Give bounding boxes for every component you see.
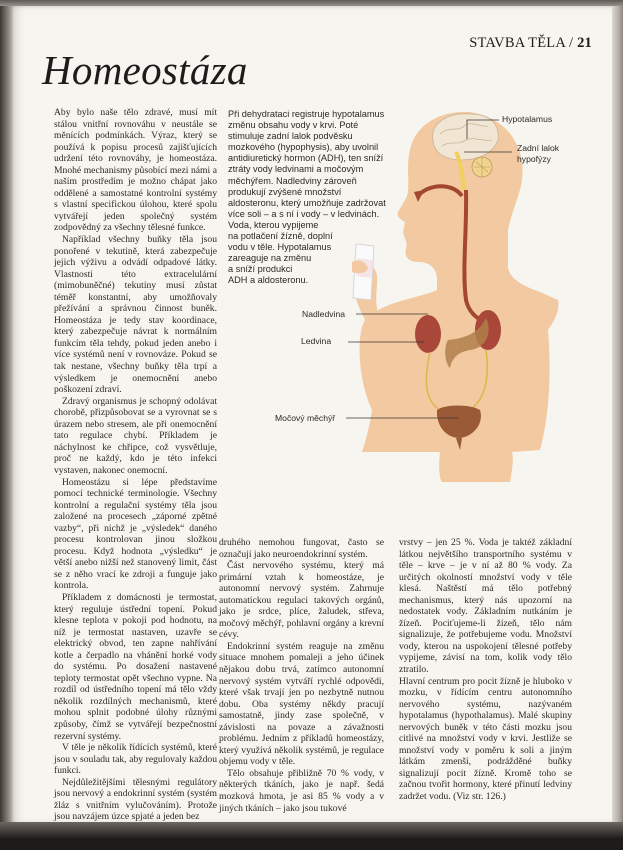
label-adrenal: Nadledvina [302,309,345,319]
page-number: 21 [577,35,592,51]
kidney-left [415,315,441,353]
caption-line: aldosteronu, který umožňuje zadržovat [228,197,386,208]
text-column-middle [219,537,384,814]
paragraph: Zdravý organismus je schopný odolávat chorobě, přizpůsobovat se a vyrovnat se s úrazem nebo stresem, ale při onemocnění tato regulace chybí. Příkladem je náchylnost ke chřipce, což vysvětluje, proč ne každý, kdo je této infekci vystaven, nakonec onemocní. [54,395,217,476]
caption-line: více soli – a s ní i vody – v ledvinách. [228,208,380,219]
caption-line: měchýřem. Nadledviny zároveň [228,175,357,186]
section-name: STAVBA TĚLA / [469,35,578,51]
paragraph: Endokrinní systém reaguje na změnu situace mnohem pomaleji a jeho účinek nějakou dobu trvá, zatímco autonomní nervový systém vytváří rychlé odpovědi, které však trvají jen po nezbytně nutnou dobu. Oba systémy někdy pracují samostatně, jindy zase společně, v závislosti na povaze a závažnosti problému. Jedním z příkladů homeostázy, který využívá několik systémů, je regulace objemu vody v těle. [219,640,384,768]
caption-line: vodu v těle. Hypotalamus [228,242,332,253]
caption-line: mozkového (hypophysis), aby uvolnil [228,142,379,153]
label-hypothalamus: Hypotalamus [502,114,553,124]
caption-line: změnu obsahu vody v krvi. Poté [228,120,359,131]
caption-line: a sníží produkci [228,264,293,275]
paragraph: Homeostázu si lépe představíme pomocí technické terminologie. Všechny kontrolní a regulační systémy těla jsou založené na procesech „záporné zpětné vazby“, při nichž je „výsledek“ daného procesu kontrolovan jinou složkou procesu. Když hodnota „výsledku“ je větší anebo nižší než stanovený limit, část se z něho vrací ke zdroji a funguje jako kontrola. [54,476,217,592]
text-column-left [54,107,217,823]
caption-line: ADH a aldosteronu. [228,275,309,286]
paragraph: Hlavní centrum pro pocit žízně je hluboko v mozku, v řídícím centru autonomního nervového systému, nazývaném hypotalamus (hypothalamus). Malé skupiny nervových buněk v této části mozku jsou citlivé na množství vody v krvi. Jestliže se množství vody v poměru k soli a jiným látkám zmenší, podrážděné buňky signalizují pocit žízně. Kromě toho se začnou tvořit hormony, které přinutí ledviny zadržet vodu. (Viz str. 126.) [399,675,572,803]
caption-line: antidiuretický hormon (ADH), ten sníží [228,153,384,164]
paragraph: vrstvy – jen 25 %. Voda je taktéž základní látkou největšího transportního systému v těle – krve – je v ní až 80 % vody. Za určitých okolností množství vody v těle klesá. Naštěstí má tělo potřebný mechanismus, který nás upozorní na nedostatek vody. Základním nutkáním je žízeň. Pociťujeme-li žízeň, tělo nám signalizuje, že potřebujeme vodu. Množství vody, kterou na uspokojení tělesné potřeby vypijeme, závisí na tom, kolik vody tělo ztratilo. [399,537,572,676]
caption-line: Při dehydrataci registruje hypotalamus [228,109,385,119]
caption-line: na potlačení žízně, doplní [228,231,333,242]
illustration-caption [228,109,424,287]
paragraph: Část nervového systému, který má primární vztah k homeostáze, je autonomní nervový systém. Zahrnuje automatickou regulaci takových orgánů, jako je srdce, plíce, žaludek, střeva, močový měchýř, pohlavní orgány a krevní cévy. [219,560,384,641]
label-bladder: Močový měchýř [275,413,336,423]
caption-line: ztráty vody ledvinami a močovým [228,164,364,175]
label-posterior-pituitary: Zadní lalok [517,143,560,153]
paragraph: Aby bylo naše tělo zdravé, musí mít stálou vnitřní rovnováhu v neustále se měnících podmínkách. Výraz, který se používá k popisu procesů zajišťujících udržení této rovnováhy, je homeostáza. Mnohé mechanismy působící mezi námi a naším prostředím je možno chápat jako oddělené a samostatné kontrolní systémy s vlastní specifickou úlohou, které spolu vytvářejí jeden společný systém zodpovědný za všechny tělesné funkce. [54,107,217,234]
caption-line: produkují zvýšené množství [228,186,342,197]
page-title: Homeostáza [42,47,248,93]
paragraph: Tělo obsahuje přibližně 70 % vody, v některých tkáních, jako je např. šedá mozková hmota, je asi 85 % vody a v jiných tkáních – jako jsou tukové [219,767,384,814]
paragraph: Nejdůležitějšími tělesnými regulátory jsou nervový a endokrinní systém (systém žláz s vnitřním vylučováním). Protože jsou navzájem úzce spjaté a jeden bez [54,776,217,823]
caption-line: Voda, kterou vypijeme [228,219,319,230]
paragraph: Příkladem z domácnosti je termostat, který reguluje ústřední topení. Pokud klesne teplota v pokoji pod hodnotu, na níž je termostat nastaven, uzavře se elektrický obvod, ten zapne nahřívání kotle a čerpadlo na vhánění horké vody do systému. Po dosažení nastavené teploty termostat opět všechno vypne. Na rozdíl od ústředního topení má tělo vždy několik rozdílných mechanismů, které mohou splnit podobné úlohy různými způsoby, čímž se vytvářejí bezpečnostní rezervní systémy. [54,591,217,742]
paragraph: Například všechny buňky těla jsou ponořené v tekutině, která zabezpečuje jejich výživu a odvádí odpadové látky. Vlastnosti této extracelulární (mimobuněčné) tekutiny musí zůstat téměř konstantní, aby umožňovaly přežívání a správnou činnost buněk. Homeostáza je tedy stav koordinace, který zabezpečuje návrat k normálním funkcím těla tehdy, pokud jeden anebo i více systémů není v rovnováze. Pokud se tak nestane, všechny buňky těla trpí a výsledkem je onemocnění anebo poškození zdraví. [54,234,217,396]
paragraph: druhého nemohou fungovat, často se označují jako neuroendokrinní systém. [219,537,384,560]
caption-line: stimuluje zadní lalok podvěsku [228,131,353,142]
caption-line: zareaguje na změnu [228,253,312,264]
paragraph: V těle je několik řídících systémů, které jsou v souladu tak, aby regulovaly každou funkci. [54,742,217,777]
label-kidney: Ledvina [301,336,332,346]
label-posterior-pituitary-2: hypofýzy [517,154,551,164]
text-column-right [399,537,572,803]
